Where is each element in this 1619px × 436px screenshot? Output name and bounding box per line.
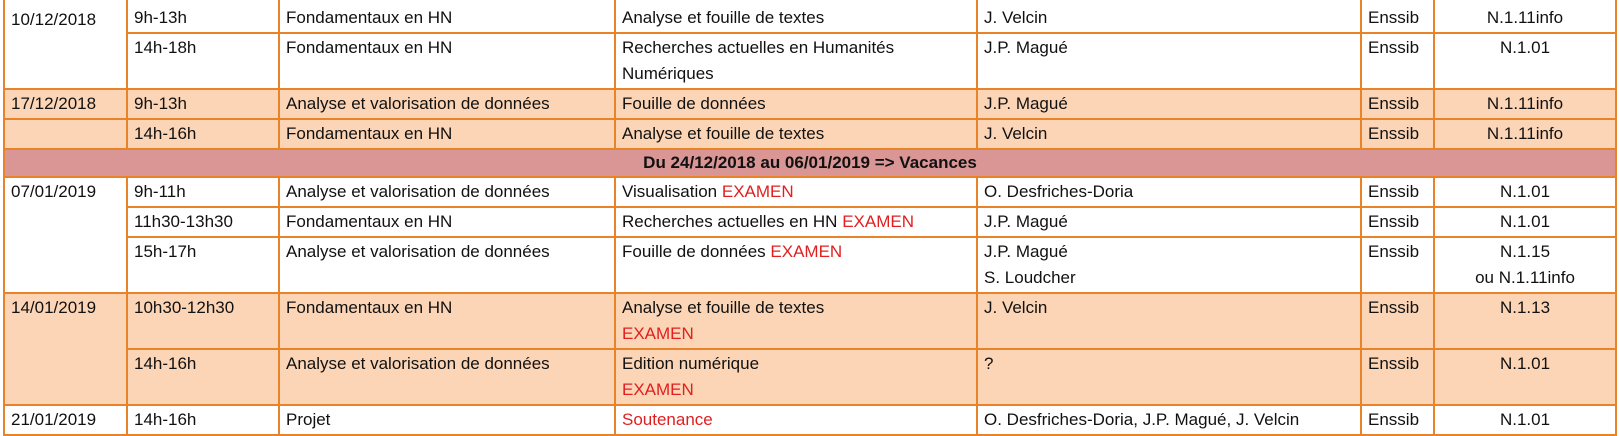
course-cell: Analyse et fouille de textes <box>615 119 977 149</box>
time-cell: 14h-16h <box>127 349 279 405</box>
date-cell: 14/01/2019 <box>4 293 127 405</box>
course-label: Edition numérique <box>622 354 760 373</box>
exam-label: EXAMEN <box>770 242 843 261</box>
schedule-table <box>3 0 1617 436</box>
course-cell: Soutenance <box>615 405 977 435</box>
place-cell: Enssib <box>1361 0 1434 33</box>
time-cell: 14h-16h <box>127 119 279 149</box>
teacher-cell: J. Velcin <box>977 119 1361 149</box>
place-cell: Enssib <box>1361 293 1434 349</box>
room-line: ou N.1.11info <box>1475 268 1575 287</box>
date-cell: 21/01/2019 <box>4 405 127 435</box>
place-cell: Enssib <box>1361 207 1434 237</box>
teacher-cell: J.P. Magué <box>977 89 1361 119</box>
course-cell: Recherches actuelles en Humanités Numériques <box>615 33 977 89</box>
vacation-banner-row <box>4 149 1616 177</box>
exam-label: EXAMEN <box>622 380 694 399</box>
table-row <box>4 207 1616 237</box>
module-cell: Fondamentaux en HN <box>279 0 615 33</box>
teacher-cell: ? <box>977 349 1361 405</box>
table-row <box>4 0 1616 33</box>
time-cell: 14h-16h <box>127 405 279 435</box>
module-cell: Analyse et valorisation de données <box>279 89 615 119</box>
course-label: Analyse et fouille de textes <box>622 298 825 317</box>
exam-label: EXAMEN <box>842 212 914 231</box>
course-cell <box>615 207 977 237</box>
module-cell: Fondamentaux en HN <box>279 119 615 149</box>
teacher-cell: O. Desfriches-Doria <box>977 177 1361 207</box>
course-cell: Analyse et fouille de textes <box>615 0 977 33</box>
teacher-cell: O. Desfriches-Doria, J.P. Magué, J. Velcin <box>977 405 1361 435</box>
table-row <box>4 177 1616 207</box>
module-cell: Fondamentaux en HN <box>279 293 615 349</box>
place-cell: Enssib <box>1361 89 1434 119</box>
place-cell: Enssib <box>1361 119 1434 149</box>
room-cell: N.1.11info <box>1434 0 1616 33</box>
table-row <box>4 89 1616 119</box>
course-label: Recherches actuelles en HN <box>622 212 838 231</box>
time-cell: 10h30-12h30 <box>127 293 279 349</box>
course-cell <box>615 349 977 405</box>
teacher-cell: J.P. Magué <box>977 207 1361 237</box>
course-label: Fouille de données <box>622 242 766 261</box>
room-cell <box>1434 237 1616 293</box>
time-cell: 11h30-13h30 <box>127 207 279 237</box>
place-cell: Enssib <box>1361 349 1434 405</box>
teacher-cell <box>977 237 1361 293</box>
table-row <box>4 119 1616 149</box>
room-cell: N.1.11info <box>1434 119 1616 149</box>
time-cell: 14h-18h <box>127 33 279 89</box>
teacher-cell: J. Velcin <box>977 0 1361 33</box>
room-cell: N.1.13 <box>1434 293 1616 349</box>
date-cell <box>4 119 127 149</box>
date-cell: 07/01/2019 <box>4 177 127 293</box>
date-cell: 10/12/2018 <box>4 0 127 89</box>
table-row <box>4 33 1616 89</box>
course-cell <box>615 177 977 207</box>
room-cell: N.1.01 <box>1434 177 1616 207</box>
place-cell: Enssib <box>1361 33 1434 89</box>
course-cell: Fouille de données <box>615 89 977 119</box>
exam-label: EXAMEN <box>721 182 794 201</box>
table-row <box>4 405 1616 435</box>
module-cell: Analyse et valorisation de données <box>279 349 615 405</box>
course-label: Visualisation <box>622 182 718 201</box>
course-cell <box>615 237 977 293</box>
module-cell: Fondamentaux en HN <box>279 33 615 89</box>
time-cell: 9h-13h <box>127 0 279 33</box>
room-line: N.1.15 <box>1499 242 1551 261</box>
room-cell: N.1.01 <box>1434 207 1616 237</box>
vacation-banner: Du 24/12/2018 au 06/01/2019 => Vacances <box>4 149 1616 177</box>
date-cell: 17/12/2018 <box>4 89 127 119</box>
place-cell: Enssib <box>1361 237 1434 293</box>
module-cell: Analyse et valorisation de données <box>279 237 615 293</box>
room-cell: N.1.01 <box>1434 349 1616 405</box>
table-row <box>4 237 1616 293</box>
module-cell: Projet <box>279 405 615 435</box>
table-row <box>4 349 1616 405</box>
time-cell: 9h-13h <box>127 89 279 119</box>
time-cell: 15h-17h <box>127 237 279 293</box>
room-cell: N.1.01 <box>1434 405 1616 435</box>
place-cell: Enssib <box>1361 405 1434 435</box>
module-cell: Analyse et valorisation de données <box>279 177 615 207</box>
course-cell <box>615 293 977 349</box>
place-cell: Enssib <box>1361 177 1434 207</box>
room-cell: N.1.01 <box>1434 33 1616 89</box>
teacher-cell: J. Velcin <box>977 293 1361 349</box>
exam-label: EXAMEN <box>622 324 694 343</box>
teacher-cell: J.P. Magué <box>977 33 1361 89</box>
table-row <box>4 293 1616 349</box>
module-cell: Fondamentaux en HN <box>279 207 615 237</box>
room-cell: N.1.11info <box>1434 89 1616 119</box>
time-cell: 9h-11h <box>127 177 279 207</box>
teacher-line: S. Loudcher <box>984 268 1076 287</box>
teacher-line: J.P. Magué <box>984 242 1068 261</box>
